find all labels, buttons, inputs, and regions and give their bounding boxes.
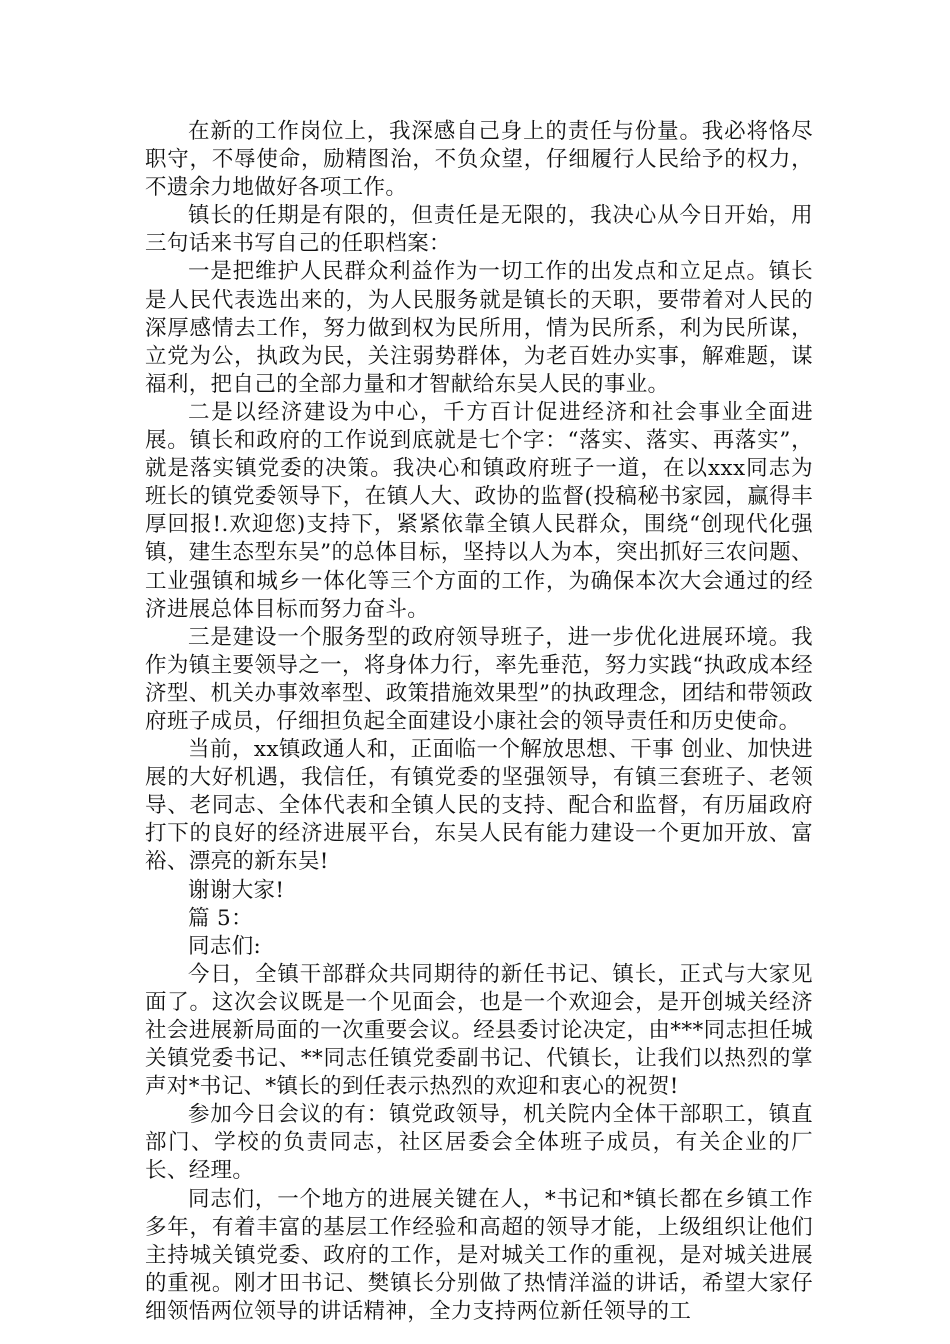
document-body xyxy=(145,118,813,1326)
section-heading: 篇 5： xyxy=(188,905,253,931)
paragraph-current-situation: 当前，xx镇政通人和，正面临一个解放思想、干事 创业、加快进展的大好机遇，我信任，有镇党委的坚强领导，有镇三套班子、老领导、老同志、全体代表和全镇人民的支持、配合和监督，有历届政府打下的良好的经济进展平台，东吴人民有能力建设一个更加开放、富裕、漂亮的新东吴! xyxy=(145,737,813,875)
paragraph-meeting-intro: 今日，全镇干部群众共同期待的新任书记、镇长，正式与大家见面了。这次会议既是一个见面会，也是一个欢迎会，是开创城关经济社会进展新局面的一次重要会议。经县委讨论决定，由***同志担任城关镇党委书记、**同志任镇党委副书记、代镇长，让我们以热烈的掌声对*书记、*镇长的到任表示热烈的欢迎和衷心的祝贺! xyxy=(145,961,813,1100)
paragraph-thanks: 谢谢大家! xyxy=(188,877,285,903)
paragraph-term-of-office: 镇长的任期是有限的，但责任是无限的，我决心从今日开始，用三句话来书写自己的任职档案： xyxy=(145,203,813,257)
paragraph-responsibility: 在新的工作岗位上，我深感自己身上的责任与份量。我必将恪尽职守，不辱使命，励精图治，不负众望，仔细履行人民给予的权力，不遗余力地做好各项工作。 xyxy=(145,119,813,201)
paragraph-point-one: 一是把维护人民群众利益作为一切工作的出发点和立足点。镇长是人民代表选出来的，为人民服务就是镇长的天职，要带着对人民的深厚感情去工作，努力做到权为民所用，情为民所系，利为民所谋，立党为公，执政为民，关注弱势群体，为老百姓办实事，解难题，谋福利，把自己的全部力量和才智献给东吴人民的事业。 xyxy=(145,259,813,397)
paragraph-point-two: 二是以经济建设为中心，千方百计促进经济和社会事业全面进展。镇长和政府的工作说到底就是七个字：“落实、落实、再落实”，就是落实镇党委的决策。我决心和镇政府班子一道，在以xxx同志为班长的镇党委领导下，在镇人大、政协的监督(投稿秘书家园，赢得丰厚回报!.欢迎您)支持下，紧紧依靠全镇人民群众，围绕“创现代化强镇，建生态型东吴”的总体目标，坚持以人为本，突出抓好三农问题、工业强镇和城乡一体化等三个方面的工作，为确保本次大会通过的经济进展总体目标而努力奋斗。 xyxy=(145,399,813,622)
salutation: 同志们: xyxy=(188,933,262,959)
paragraph-leadership: 同志们，一个地方的进展关键在人，*书记和*镇长都在乡镇工作多年，有着丰富的基层工作经验和高超的领导才能，上级组织让他们主持城关镇党委、政府的工作，是对城关工作的重视，是对城关进展的重视。刚才田书记、樊镇长分别做了热情洋溢的讲话，希望大家仔细领悟两位领导的讲话精神，全力支持两位新任领导的工 xyxy=(145,1186,813,1324)
paragraph-point-three: 三是建设一个服务型的政府领导班子，进一步优化进展环境。我作为镇主要领导之一，将身体力行，率先垂范，努力实践“执政成本经济型、机关办事效率型、政策措施效果型”的执政理念，团结和带领政府班子成员，仔细担负起全面建设小康社会的领导责任和历史使命。 xyxy=(145,624,813,734)
paragraph-attendees: 参加今日会议的有：镇党政领导，机关院内全体干部职工，镇直部门、学校的负责同志，社区居委会全体班子成员，有关企业的厂长、经理。 xyxy=(145,1102,813,1184)
